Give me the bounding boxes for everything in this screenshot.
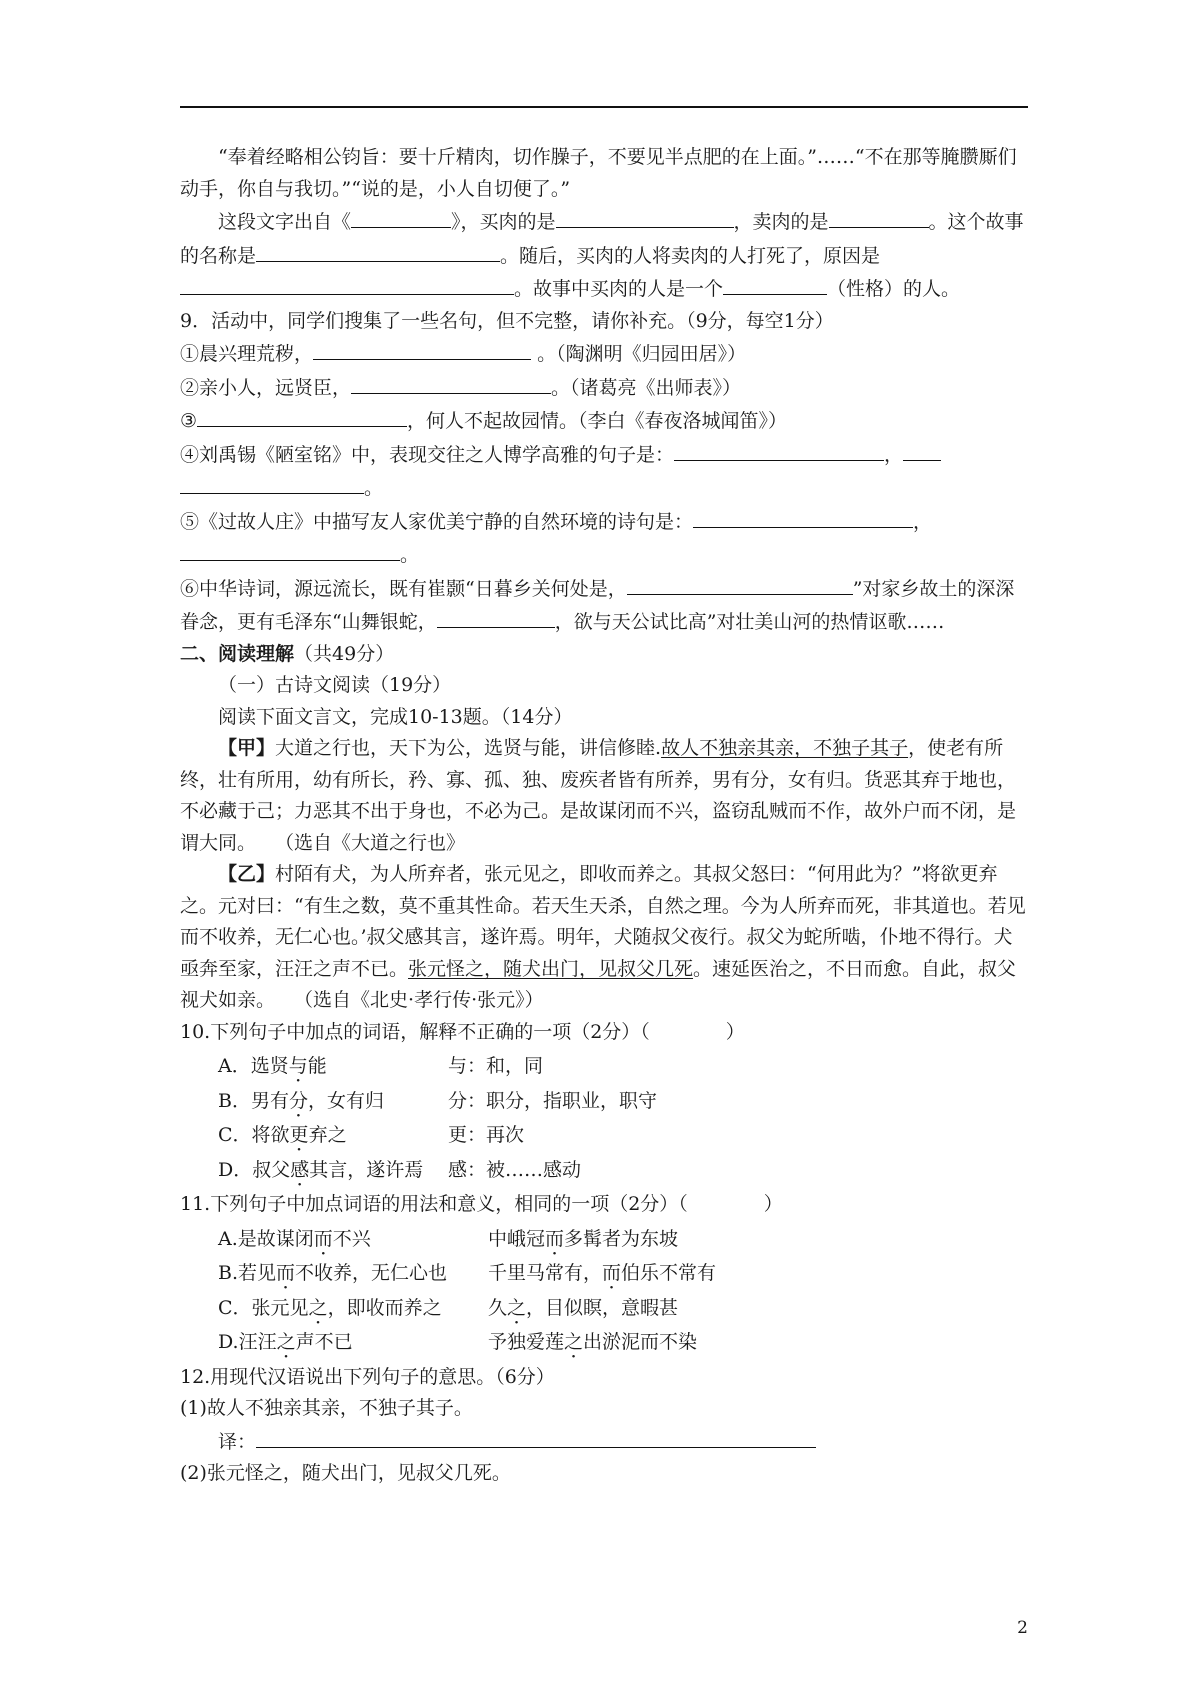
section-2-heading: 二、阅读理解（共49分） (180, 642, 395, 665)
translation-blank[interactable] (256, 1425, 816, 1448)
q11-option[interactable]: D.汪汪之声不已 予独爱莲之出淤泥而不染 (218, 1331, 698, 1353)
q10-options (180, 1051, 1028, 1186)
blank[interactable] (903, 438, 941, 461)
blank[interactable] (829, 205, 929, 228)
q9-item-1: ①晨兴理荒秽， 。（陶渊明《归园田居》） (180, 337, 1028, 371)
q9-item-4: ④刘禹锡《陋室铭》中，表现交往之人博学高雅的句子是： ， 。 (180, 438, 1028, 505)
passage-jia: 【甲】大道之行也，天下为公，选贤与能，讲信修睦.故人不独亲其亲，不独子其子，使老有所终，壮有所用，幼有所长，矜、寡、孤、独、废疾者皆有所养，男有分，女有归。货恶其弃于地也，不必藏于己；力恶其不出于身也，不必为己。是故谋闭而不兴，盗窃乱贼而不作，故外户而不闭，是谓大同。 （选自《大道之行也》 (180, 737, 1017, 854)
header-rule (180, 106, 1028, 108)
q10-option[interactable]: B．男有分，女有归 分：职分，指职业，职守 (218, 1089, 658, 1112)
blank[interactable] (556, 205, 734, 228)
blank[interactable] (351, 205, 451, 228)
blank[interactable] (693, 505, 913, 528)
blank[interactable] (180, 471, 364, 494)
q10-option[interactable]: D．叔父感其言，遂许焉 感：被……感动 (218, 1158, 582, 1181)
q11-option[interactable]: B.若见而不收养，无仁心也 千里马常有，而伯乐不常有 (218, 1262, 717, 1284)
q10-option[interactable]: C．将欲更弃之 更：再次 (218, 1124, 525, 1146)
q10-option[interactable]: A．选贤与能 与：和，同 (218, 1055, 544, 1077)
blank[interactable] (313, 337, 531, 360)
q9-item-3: ③ ，何人不起故园情。（李白《春夜洛城闻笛》） (180, 404, 1028, 438)
q12-sentence-1: (1)故人不独亲其亲，不独子其子。 (180, 1397, 473, 1419)
q12-sentence-2: (2)张元怪之，随犬出门，见叔父几死。 (180, 1462, 511, 1484)
blank[interactable] (180, 272, 514, 295)
subsection-heading: （一）古诗文阅读（19分） (218, 674, 452, 696)
blank[interactable] (437, 605, 555, 628)
q12-title: 12.用现代汉语说出下列句子的意思。（6分） (180, 1365, 555, 1388)
q8-quote: “奉着经略相公钧旨：要十斤精肉，切作臊子，不要见半点肥的在上面。”……“不在那等腌臜厮们动手，你自与我切。”“说的是，小人自切便了。” (180, 146, 1017, 200)
reading-instruction: 阅读下面文言文，完成10-13题。（14分） (218, 705, 573, 728)
blank[interactable] (627, 572, 853, 595)
blank[interactable] (674, 438, 884, 461)
q10-title: 10.下列句子中加点的词语，解释不正确的一项（2分）（ ） (180, 1020, 745, 1043)
blank[interactable] (180, 538, 400, 561)
page-content (180, 142, 1028, 1490)
q9-item-5: ⑤《过故人庄》中描写友人家优美宁静的自然环境的诗句是： ， 。 (180, 505, 1028, 572)
q8-question: 这段文字出自《 》，买肉的是 ，卖肉的是 。这个故事的名称是 。随后，买肉的人将卖肉的人打死了，原因是。故事中买肉的人是一个 （性格）的人。 (180, 205, 1028, 306)
q9-title: 9．活动中，同学们搜集了一些名句，但不完整，请你补充。（9分，每空1分） (180, 309, 834, 332)
q11-option[interactable]: C．张元见之，即收而养之 久之，目似瞑，意暇甚 (218, 1296, 679, 1319)
q12-translation-line: 译： (180, 1425, 1028, 1459)
blank[interactable] (351, 371, 551, 394)
q11-title: 11.下列句子中加点词语的用法和意义，相同的一项（2分）（ ） (180, 1193, 783, 1215)
blank[interactable] (197, 404, 407, 427)
q11-options (180, 1224, 1028, 1359)
q9-item-2: ②亲小人，远贤臣， 。（诸葛亮《出师表》） (180, 371, 1028, 405)
passage-yi: 【乙】村陌有犬，为人所弃者，张元见之，即收而养之。其叔父怒曰：“何用此为？”将欲更弃之。元对曰：“有生之数，莫不重其性命。若天生天杀，自然之理。今为人所弃而死，非其道也。若见而不收养，无仁心也。’叔父感其言，遂许焉。明年，犬随叔父夜行。叔父为蛇所啮，仆地不得行。犬亟奔至家，汪汪之声不已。张元怪之，随犬出门，见叔父几死。速延医治之，不日而愈。自此，叔父视犬如亲。 （选自《北史·孝行传·张元》） (180, 863, 1026, 1011)
blank[interactable] (256, 239, 500, 262)
page-number: 2 (1017, 1618, 1028, 1638)
q11-option[interactable]: A.是故谋闭而不兴 中峨冠而多髯者为东坡 (218, 1227, 679, 1250)
blank[interactable] (723, 272, 827, 295)
q9-item-6: ⑥中华诗词，源远流长，既有崔颢“日暮乡关何处是， ”对家乡故土的深深眷念，更有毛泽东“山舞银蛇， ，欲与天公试比高”对壮美山河的热情讴歌…… (180, 572, 1028, 639)
